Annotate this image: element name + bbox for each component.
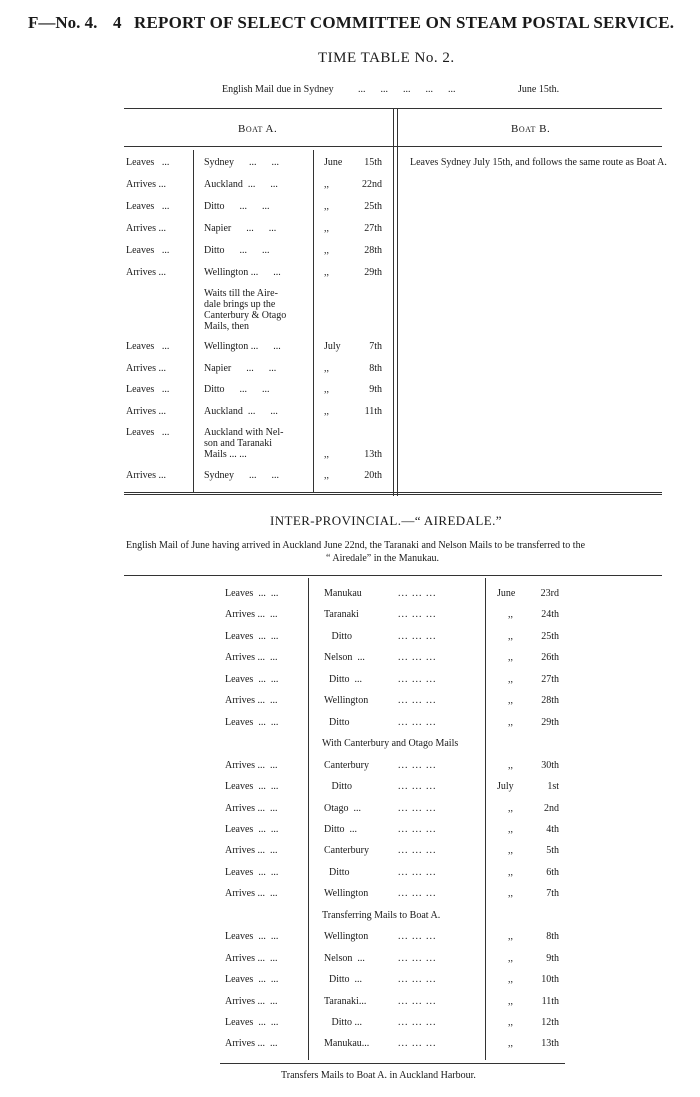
boat-a-day: 15th [364,157,382,168]
boat-divider-line-2 [397,108,398,496]
ip-place: Wellington [324,695,369,706]
boat-a-month: ,, [324,470,329,481]
boat-a-place: Auckland ... ... [204,406,278,417]
ip-day: 10th [541,974,559,985]
ip-action: Arrives ... ... [225,953,278,964]
ip-action: Leaves ... ... [225,1017,279,1028]
ip-place: Canterbury [324,845,369,856]
ip-day: 9th [546,953,559,964]
ip-action: Arrives ... ... [225,1038,278,1049]
ip-place: Ditto [324,717,350,728]
ip-day: 23rd [540,588,559,599]
ip-leader-dots: ... ... ... [398,717,437,728]
ip-month: June [497,588,516,599]
ip-leader-dots: ... ... ... [398,781,437,792]
ip-action: Leaves ... ... [225,931,279,942]
ip-place: Ditto ... [324,674,363,685]
boat-a-month: ,, [324,179,329,190]
boat-a-day: 25th [364,201,382,212]
boat-a-day: 22nd [362,179,382,190]
ip-leader-dots: ... ... ... [398,888,437,899]
ip-month: ,, [508,803,513,814]
ip-month: July [497,781,514,792]
boat-a-month: ,, [324,384,329,395]
boat-a-place: Ditto ... ... [204,201,270,212]
boat-a-action: Arrives ... [126,223,166,234]
boat-a-heading: Boat A. [238,123,278,135]
ip-note: Transferring Mails to Boat A. [322,910,441,921]
ip-leader-dots: ... ... ... [398,760,437,771]
ip-month: ,, [508,760,513,771]
boat-a-action: Arrives ... [126,363,166,374]
ip-month: ,, [508,824,513,835]
ip-month: ,, [508,652,513,663]
ip-day: 1st [547,781,559,792]
ip-month: ,, [508,1038,513,1049]
ip-month: ,, [508,609,513,620]
ip-place: Wellington [324,888,369,899]
boat-a-day: 11th [364,406,382,417]
ip-place: Manukau... [324,1038,370,1049]
ip-day: 30th [541,760,559,771]
boat-a-month: June [324,157,343,168]
boat-a-place: Wellington ... ... [204,267,281,278]
ip-leader-dots: ... ... ... [398,845,437,856]
ip-day: 26th [541,652,559,663]
boat-a-day: 13th [364,449,382,460]
boat-a-month: ,, [324,449,329,460]
ip-place: Ditto ... [324,1017,363,1028]
interprovincial-intro-line1: English Mail of June having arrived in Auckland June 22nd, the Taranaki and Nelson Mails to be transferred to the [126,540,586,551]
ip-day: 8th [546,931,559,942]
boat-a-day: 28th [364,245,382,256]
ip-month: ,, [508,996,513,1007]
ip-leader-dots: ... ... ... [398,1017,437,1028]
ip-place: Ditto [324,631,353,642]
ip-place: Manukau [324,588,362,599]
ip-place: Nelson ... [324,652,365,663]
interprovincial-intro-line2: “ Airedale” in the Manukau. [326,553,440,564]
ip-leader-dots: ... ... ... [398,824,437,835]
boat-a-day: 29th [364,267,382,278]
ip-place: Ditto ... [324,974,363,985]
boat-a-month: ,, [324,201,329,212]
boat-a-action: Arrives ... [126,267,166,278]
ip-day: 6th [546,867,559,878]
ip-month: ,, [508,867,513,878]
ip-action: Leaves ... ... [225,867,279,878]
ip-action: Arrives ... ... [225,996,278,1007]
ip-month: ,, [508,695,513,706]
boat-a-action: Leaves ... [126,427,170,438]
ip-month: ,, [508,974,513,985]
ip-day: 4th [546,824,559,835]
ip-day: 28th [541,695,559,706]
boat-a-action: Arrives ... [126,470,166,481]
boat-a-day: 9th [369,384,382,395]
ip-leader-dots: ... ... ... [398,1038,437,1049]
ip-action: Leaves ... ... [225,974,279,985]
mail-due-date: June 15th. [518,84,560,95]
ip-place: Otago ... [324,803,361,814]
boat-divider-line-1 [393,108,394,496]
boat-a-place: Sydney ... ... [204,470,279,481]
ip-place: Taranaki [324,609,359,620]
boat-b-route-text-content: Leaves Sydney July 15th, and follows the same route as Boat A. [410,157,667,168]
ip-day: 24th [541,609,559,620]
ip-col-rule-2 [485,578,486,1060]
ip-day: 29th [541,717,559,728]
boat-a-action: Leaves ... [126,384,170,395]
boat-a-place: Ditto ... ... [204,384,270,395]
interprovincial-footer-note: Transfers Mails to Boat A. in Auckland Harbour. [281,1070,476,1081]
ip-leader-dots: ... ... ... [398,695,437,706]
boat-a-col-rule-1 [193,150,194,492]
boat-a-month: July [324,341,341,352]
ip-place: Ditto [324,781,353,792]
ip-action: Leaves ... ... [225,674,279,685]
ip-action: Arrives ... ... [225,845,278,856]
interprovincial-bottom-rule [220,1063,565,1064]
timetable-header-rule [124,146,662,147]
ip-action: Arrives ... ... [225,609,278,620]
ip-leader-dots: ... ... ... [398,931,437,942]
ip-day: 25th [541,631,559,642]
ip-leader-dots: ... ... ... [398,609,437,620]
timetable-bottom-rule [124,492,662,495]
boat-a-day: 20th [364,470,382,481]
page-reference: F—No. 4. [28,13,98,32]
boat-b-route-text [410,157,670,168]
boat-a-place: Auckland ... ... [204,179,278,190]
ip-day: 11th [541,996,559,1007]
ip-leader-dots: ... ... ... [398,674,437,685]
boat-a-action: Arrives ... [126,406,166,417]
interprovincial-title: INTER-PROVINCIAL.—“ AIREDALE.” [270,513,502,528]
boat-a-day: 7th [369,341,382,352]
mail-due-dots: ... ... ... ... ... [358,84,456,95]
boat-a-place: Napier ... ... [204,223,277,234]
ip-month: ,, [508,674,513,685]
boat-a-month: ,, [324,406,329,417]
boat-a-place: Waits till the Aire- dale brings up the Canterbury & Otago Mails, then [204,288,287,332]
ip-action: Arrives ... ... [225,803,278,814]
ip-month: ,, [508,931,513,942]
boat-a-day: 8th [369,363,382,374]
ip-action: Leaves ... ... [225,631,279,642]
ip-place: Wellington [324,931,369,942]
ip-place: Taranaki... [324,996,367,1007]
ip-month: ,, [508,953,513,964]
boat-a-place: Auckland with Nel- son and Taranaki Mails ... ... [204,427,284,460]
ip-place: Canterbury [324,760,369,771]
ip-place: Ditto [324,867,350,878]
ip-action: Leaves ... ... [225,717,279,728]
ip-place: Ditto ... [324,824,358,835]
boat-b-heading: Boat B. [511,123,551,135]
ip-action: Arrives ... ... [225,695,278,706]
boat-a-action: Leaves ... [126,341,170,352]
boat-a-place: Napier ... ... [204,363,277,374]
boat-a-month: ,, [324,363,329,374]
boat-a-month: ,, [324,223,329,234]
boat-a-action: Leaves ... [126,201,170,212]
boat-a-place: Sydney ... ... [204,157,279,168]
ip-month: ,, [508,717,513,728]
page-number: 4 [113,13,122,32]
boat-a-action: Leaves ... [126,245,170,256]
boat-a-month: ,, [324,245,329,256]
ip-month: ,, [508,888,513,899]
ip-leader-dots: ... ... ... [398,974,437,985]
ip-month: ,, [508,1017,513,1028]
boat-a-action: Arrives ... [126,179,166,190]
page-title: REPORT OF SELECT COMMITTEE ON STEAM POSTAL SERVICE. [134,13,675,32]
ip-day: 13th [541,1038,559,1049]
boat-a-place: Ditto ... ... [204,245,270,256]
ip-leader-dots: ... ... ... [398,996,437,1007]
ip-leader-dots: ... ... ... [398,803,437,814]
timetable-title: TIME TABLE No. 2. [318,50,455,66]
ip-day: 27th [541,674,559,685]
ip-day: 7th [546,888,559,899]
boat-a-col-rule-2 [313,150,314,492]
mail-due-label: English Mail due in Sydney [222,84,334,95]
ip-day: 2nd [544,803,559,814]
ip-leader-dots: ... ... ... [398,953,437,964]
ip-month: ,, [508,845,513,856]
ip-action: Leaves ... ... [225,781,279,792]
ip-action: Leaves ... ... [225,588,279,599]
ip-month: ,, [508,631,513,642]
ip-day: 5th [546,845,559,856]
ip-place: Nelson ... [324,953,365,964]
ip-note: With Canterbury and Otago Mails [322,738,459,749]
ip-day: 12th [541,1017,559,1028]
ip-action: Leaves ... ... [225,824,279,835]
ip-leader-dots: ... ... ... [398,631,437,642]
interprovincial-top-rule [124,575,662,576]
boat-a-month: ,, [324,267,329,278]
boat-a-place: Wellington ... ... [204,341,281,352]
ip-leader-dots: ... ... ... [398,867,437,878]
ip-leader-dots: ... ... ... [398,588,437,599]
ip-action: Arrives ... ... [225,760,278,771]
ip-action: Arrives ... ... [225,888,278,899]
boat-a-action: Leaves ... [126,157,170,168]
ip-col-rule-1 [308,578,309,1060]
ip-action: Arrives ... ... [225,652,278,663]
boat-a-day: 27th [364,223,382,234]
ip-leader-dots: ... ... ... [398,652,437,663]
